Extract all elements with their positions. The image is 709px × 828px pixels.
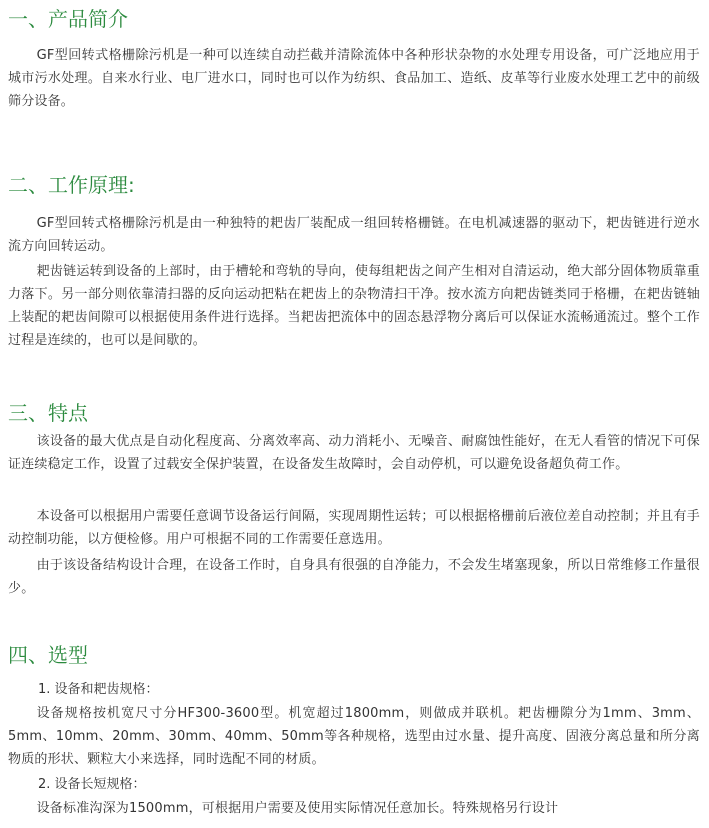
features-paragraph-3: 由于该设备结构设计合理，在设备工作时，自身具有很强的自净能力，不会发生堵塞现象，所以日常维修工作量很少。 bbox=[8, 558, 700, 596]
selection-paragraph-2: 设备标准沟深为1500mm，可根据用户需要及使用实际情况任意加长。特殊规格另行设计 bbox=[36, 801, 559, 816]
principle-paragraph-1: GF型回转式格栅除污机是由一种独特的耙齿厂装配成一组回转格栅链。在电机减速器的驱动下，耙齿链进行逆水流方向回转运动。 bbox=[8, 216, 700, 254]
features-paragraph-1: 该设备的最大优点是自动化程度高、分离效率高、动力消耗小、无噪音、耐腐蚀性能好，在无人看管的情况下可保证连续稳定工作，设置了过载安全保护装置，在设备发生故障时，会自动停机，可以避免设备超负荷工作。 bbox=[8, 434, 700, 472]
principle-paragraph-2: 耙齿链运转到设备的上部时，由于槽轮和弯轨的导向，使每组耙齿之间产生相对自清运动，绝大部分固体物质靠重力落下。另一部分则依靠清扫器的反向运动把粘在耙齿上的杂物清扫干净。按水流方向耙齿链类同于格栅，在耙齿链轴上装配的耙齿间隙可以根据使用条件进行选择。当耙齿把流体中的固态悬浮物分离后可以保证水流畅通流过。整个工作过程是连续的，也可以是间歇的。 bbox=[8, 264, 700, 348]
selection-subheading-2: 2. 设备长短规格： bbox=[38, 777, 146, 792]
selection-paragraph-1: 设备规格按机宽尺寸分HF300-3600型。机宽超过1800mm，则做成并联机。耙齿栅隙分为1mm、3mm、5mm、10mm、20mm、30mm、40mm、50mm等各种规格，选型由过水量、提升高度、固液分离总量和所分离物质的形状、颗粒大小来选择，同时选配不同的材质。 bbox=[8, 706, 700, 767]
section-heading-features: 三、特点 bbox=[8, 401, 88, 425]
features-paragraph-2: 本设备可以根据用户需要任意调节设备运行间隔，实现周期性运转；可以根据格栅前后液位差自动控制；并且有手动控制功能，以方便检修。用户可根据不同的工作需要任意选用。 bbox=[8, 509, 700, 547]
section-heading-intro: 一、产品简介 bbox=[8, 7, 128, 31]
section-heading-principle: 二、工作原理: bbox=[8, 173, 135, 197]
selection-subheading-1: 1. 设备和耙齿规格： bbox=[38, 682, 159, 697]
section-heading-selection: 四、选型 bbox=[8, 643, 88, 667]
intro-paragraph: GF型回转式格栅除污机是一种可以连续自动拦截并清除流体中各种形状杂物的水处理专用设备，可广泛地应用于城市污水处理。自来水行业、电厂进水口，同时也可以作为纺织、食品加工、造纸、皮革等行业废水处理工艺中的前级筛分设备。 bbox=[8, 48, 700, 109]
